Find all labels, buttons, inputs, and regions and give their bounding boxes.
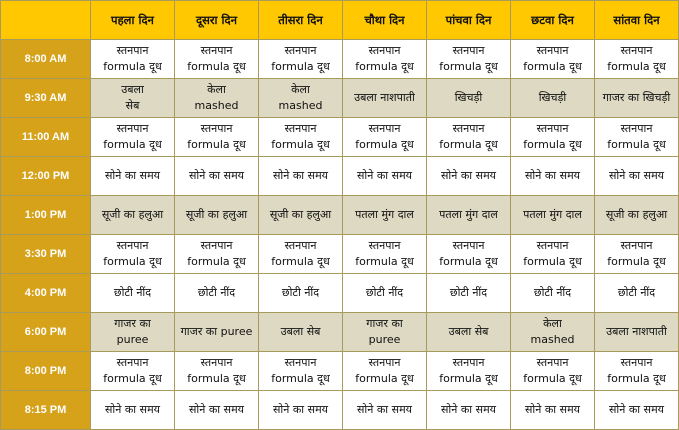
table-row bbox=[1, 391, 679, 430]
meal-cell bbox=[427, 40, 511, 79]
time-cell: 1:00 PM bbox=[1, 196, 91, 235]
meal-cell bbox=[595, 157, 679, 196]
meal-text: formula दूध bbox=[103, 138, 162, 151]
table-row bbox=[1, 40, 679, 79]
meal-cell bbox=[511, 391, 595, 430]
meal-text: puree bbox=[116, 333, 149, 346]
meal-cell bbox=[175, 352, 259, 391]
meal-cell bbox=[343, 157, 427, 196]
meal-text: सोने का समय bbox=[272, 403, 329, 416]
meal-text: स्तनपान bbox=[620, 356, 653, 369]
meal-cell bbox=[259, 196, 343, 235]
meal-text: स्तनपान bbox=[452, 122, 485, 135]
meal-text: केला bbox=[207, 83, 226, 96]
meal-cell bbox=[427, 79, 511, 118]
meal-cell bbox=[427, 196, 511, 235]
meal-cell bbox=[91, 235, 175, 274]
time-cell: 3:30 PM bbox=[1, 235, 91, 274]
meal-text: सोने का समय bbox=[524, 169, 581, 182]
meal-cell bbox=[343, 118, 427, 157]
meal-text: स्तनपान bbox=[200, 239, 233, 252]
corner-cell bbox=[1, 1, 91, 40]
meal-cell bbox=[511, 79, 595, 118]
meal-text: सूजी का हलुआ bbox=[101, 208, 164, 221]
meal-cell bbox=[91, 352, 175, 391]
meal-text: formula दूध bbox=[103, 255, 162, 268]
day-header: चौथा दिन bbox=[343, 1, 427, 40]
meal-text: formula दूध bbox=[607, 372, 666, 385]
time-cell: 4:00 PM bbox=[1, 274, 91, 313]
table-row bbox=[1, 313, 679, 352]
meal-cell bbox=[511, 235, 595, 274]
meal-text: खिचड़ी bbox=[538, 91, 567, 104]
meal-text: सूजी का हलुआ bbox=[269, 208, 332, 221]
meal-cell bbox=[343, 352, 427, 391]
meal-text: सोने का समय bbox=[524, 403, 581, 416]
table-row bbox=[1, 274, 679, 313]
meal-cell bbox=[175, 313, 259, 352]
meal-text: स्तनपान bbox=[452, 356, 485, 369]
meal-cell bbox=[175, 79, 259, 118]
meal-text: formula दूध bbox=[103, 372, 162, 385]
meal-text: formula दूध bbox=[607, 60, 666, 73]
meal-text: स्तनपान bbox=[452, 44, 485, 57]
meal-text: स्तनपान bbox=[368, 44, 401, 57]
meal-text: formula दूध bbox=[355, 60, 414, 73]
meal-text: formula दूध bbox=[439, 372, 498, 385]
meal-text: formula दूध bbox=[523, 60, 582, 73]
time-cell: 8:00 PM bbox=[1, 352, 91, 391]
meal-text: स्तनपान bbox=[452, 239, 485, 252]
meal-cell bbox=[343, 313, 427, 352]
meal-cell bbox=[343, 391, 427, 430]
meal-cell bbox=[595, 79, 679, 118]
meal-text: स्तनपान bbox=[200, 122, 233, 135]
meal-cell bbox=[595, 118, 679, 157]
meal-cell bbox=[259, 118, 343, 157]
meal-cell bbox=[511, 118, 595, 157]
meal-cell bbox=[259, 313, 343, 352]
meal-text: स्तनपान bbox=[368, 356, 401, 369]
meal-cell bbox=[427, 118, 511, 157]
meal-cell bbox=[91, 196, 175, 235]
meal-cell bbox=[427, 235, 511, 274]
meal-text: formula दूध bbox=[271, 60, 330, 73]
meal-text: स्तनपान bbox=[284, 44, 317, 57]
meal-cell bbox=[595, 352, 679, 391]
meal-text: सोने का समय bbox=[188, 403, 245, 416]
meal-cell bbox=[595, 40, 679, 79]
meal-cell bbox=[511, 274, 595, 313]
day-header: छटवा दिन bbox=[511, 1, 595, 40]
time-cell: 11:00 AM bbox=[1, 118, 91, 157]
time-cell: 12:00 PM bbox=[1, 157, 91, 196]
meal-text: उबला नाशपाती bbox=[606, 325, 667, 338]
meal-text: formula दूध bbox=[607, 138, 666, 151]
meal-text: गाजर का bbox=[366, 317, 403, 330]
meal-cell bbox=[91, 391, 175, 430]
meal-text: सोने का समय bbox=[188, 169, 245, 182]
meal-text: छोटी नींद bbox=[617, 286, 656, 299]
meal-cell bbox=[259, 352, 343, 391]
meal-cell bbox=[595, 274, 679, 313]
meal-text: स्तनपान bbox=[536, 44, 569, 57]
day-header: दूसरा दिन bbox=[175, 1, 259, 40]
meal-text: formula दूध bbox=[187, 255, 246, 268]
meal-cell bbox=[259, 157, 343, 196]
meal-text: puree bbox=[368, 333, 401, 346]
meal-cell bbox=[427, 157, 511, 196]
table-row bbox=[1, 196, 679, 235]
meal-cell bbox=[259, 274, 343, 313]
meal-cell bbox=[511, 157, 595, 196]
meal-text: स्तनपान bbox=[116, 122, 149, 135]
meal-text: formula दूध bbox=[355, 372, 414, 385]
meal-cell bbox=[175, 157, 259, 196]
meal-text: formula दूध bbox=[103, 60, 162, 73]
meal-text: स्तनपान bbox=[284, 122, 317, 135]
day-header: पहला दिन bbox=[91, 1, 175, 40]
meal-text: पतला मुंग दाल bbox=[439, 208, 498, 221]
meal-cell bbox=[511, 196, 595, 235]
meal-text: formula दूध bbox=[523, 138, 582, 151]
meal-text: गाजर का bbox=[114, 317, 151, 330]
meal-cell bbox=[91, 313, 175, 352]
meal-cell bbox=[175, 391, 259, 430]
meal-text: स्तनपान bbox=[368, 239, 401, 252]
meal-cell bbox=[91, 157, 175, 196]
meal-text: formula दूध bbox=[271, 372, 330, 385]
meal-text: स्तनपान bbox=[620, 239, 653, 252]
meal-cell bbox=[175, 40, 259, 79]
meal-cell bbox=[595, 313, 679, 352]
meal-cell bbox=[511, 40, 595, 79]
meal-cell bbox=[175, 274, 259, 313]
meal-cell bbox=[259, 40, 343, 79]
meal-cell bbox=[427, 352, 511, 391]
meal-text: स्तनपान bbox=[116, 44, 149, 57]
meal-text: formula दूध bbox=[355, 138, 414, 151]
meal-text: छोटी नींद bbox=[113, 286, 152, 299]
meal-text: formula दूध bbox=[439, 138, 498, 151]
meal-text: केला bbox=[291, 83, 310, 96]
meal-text: स्तनपान bbox=[620, 122, 653, 135]
meal-text: खिचड़ी bbox=[454, 91, 483, 104]
meal-cell bbox=[595, 391, 679, 430]
meal-cell bbox=[511, 352, 595, 391]
meal-text: mashed bbox=[278, 99, 323, 112]
meal-cell bbox=[175, 235, 259, 274]
meal-text: स्तनपान bbox=[536, 122, 569, 135]
meal-text: उबला सेब bbox=[280, 325, 321, 338]
meal-cell bbox=[91, 79, 175, 118]
meal-text: स्तनपान bbox=[536, 239, 569, 252]
meal-text: सोने का समय bbox=[104, 169, 161, 182]
time-cell: 8:15 PM bbox=[1, 391, 91, 430]
meal-text: स्तनपान bbox=[284, 239, 317, 252]
meal-text: mashed bbox=[530, 333, 575, 346]
meal-text: स्तनपान bbox=[116, 356, 149, 369]
meal-text: mashed bbox=[194, 99, 239, 112]
meal-cell bbox=[595, 235, 679, 274]
meal-text: formula दूध bbox=[271, 255, 330, 268]
meal-text: स्तनपान bbox=[536, 356, 569, 369]
table-row bbox=[1, 235, 679, 274]
meal-cell bbox=[259, 235, 343, 274]
meal-text: सोने का समय bbox=[608, 403, 665, 416]
meal-text: formula दूध bbox=[187, 60, 246, 73]
meal-cell bbox=[343, 40, 427, 79]
meal-text: सोने का समय bbox=[440, 169, 497, 182]
meal-text: उबला bbox=[121, 83, 144, 96]
meal-cell bbox=[175, 196, 259, 235]
table-row bbox=[1, 352, 679, 391]
meal-text: formula दूध bbox=[187, 372, 246, 385]
meal-text: छोटी नींद bbox=[533, 286, 572, 299]
meal-cell bbox=[595, 196, 679, 235]
meal-cell bbox=[259, 79, 343, 118]
meal-text: formula दूध bbox=[187, 138, 246, 151]
meal-cell bbox=[91, 118, 175, 157]
meal-cell bbox=[343, 274, 427, 313]
meal-text: केला bbox=[543, 317, 562, 330]
meal-text: गाजर का खिचड़ी bbox=[602, 91, 671, 104]
meal-text: सोने का समय bbox=[440, 403, 497, 416]
meal-text: पतला मुंग दाल bbox=[355, 208, 414, 221]
meal-text: formula दूध bbox=[439, 255, 498, 268]
meal-text: छोटी नींद bbox=[449, 286, 488, 299]
meal-cell bbox=[343, 196, 427, 235]
meal-cell bbox=[259, 391, 343, 430]
meal-cell bbox=[343, 79, 427, 118]
table-row bbox=[1, 79, 679, 118]
meal-text: सेब bbox=[125, 99, 140, 112]
meal-cell bbox=[91, 40, 175, 79]
meal-text: सोने का समय bbox=[356, 169, 413, 182]
time-cell: 9:30 AM bbox=[1, 79, 91, 118]
meal-text: सोने का समय bbox=[272, 169, 329, 182]
meal-text: formula दूध bbox=[523, 255, 582, 268]
meal-cell bbox=[511, 313, 595, 352]
meal-text: छोटी नींद bbox=[197, 286, 236, 299]
meal-text: छोटी नींद bbox=[281, 286, 320, 299]
meal-text: formula दूध bbox=[271, 138, 330, 151]
meal-text: स्तनपान bbox=[368, 122, 401, 135]
time-cell: 6:00 PM bbox=[1, 313, 91, 352]
day-header: सांतवा दिन bbox=[595, 1, 679, 40]
meal-text: formula दूध bbox=[439, 60, 498, 73]
meal-text: स्तनपान bbox=[200, 356, 233, 369]
meal-text: सूजी का हलुआ bbox=[605, 208, 668, 221]
meal-text: सूजी का हलुआ bbox=[185, 208, 248, 221]
meal-text: स्तनपान bbox=[284, 356, 317, 369]
meal-cell bbox=[343, 235, 427, 274]
meal-cell bbox=[175, 118, 259, 157]
meal-cell bbox=[427, 313, 511, 352]
day-header: तीसरा दिन bbox=[259, 1, 343, 40]
meal-text: formula दूध bbox=[355, 255, 414, 268]
meal-text: स्तनपान bbox=[620, 44, 653, 57]
day-header: पांचवा दिन bbox=[427, 1, 511, 40]
header-row bbox=[1, 1, 679, 40]
meal-text: formula दूध bbox=[607, 255, 666, 268]
meal-text: छोटी नींद bbox=[365, 286, 404, 299]
meal-text: formula दूध bbox=[523, 372, 582, 385]
meal-text: उबला सेब bbox=[448, 325, 489, 338]
meal-text: पतला मुंग दाल bbox=[523, 208, 582, 221]
meal-cell bbox=[91, 274, 175, 313]
meal-text: स्तनपान bbox=[116, 239, 149, 252]
schedule-body bbox=[1, 40, 679, 430]
time-cell: 8:00 AM bbox=[1, 40, 91, 79]
meal-text: सोने का समय bbox=[356, 403, 413, 416]
meal-cell bbox=[427, 391, 511, 430]
meal-text: उबला नाशपाती bbox=[354, 91, 415, 104]
table-row bbox=[1, 118, 679, 157]
meal-text: गाजर का puree bbox=[180, 325, 253, 338]
meal-cell bbox=[427, 274, 511, 313]
table-row bbox=[1, 157, 679, 196]
meal-text: सोने का समय bbox=[608, 169, 665, 182]
meal-text: सोने का समय bbox=[104, 403, 161, 416]
meal-text: स्तनपान bbox=[200, 44, 233, 57]
